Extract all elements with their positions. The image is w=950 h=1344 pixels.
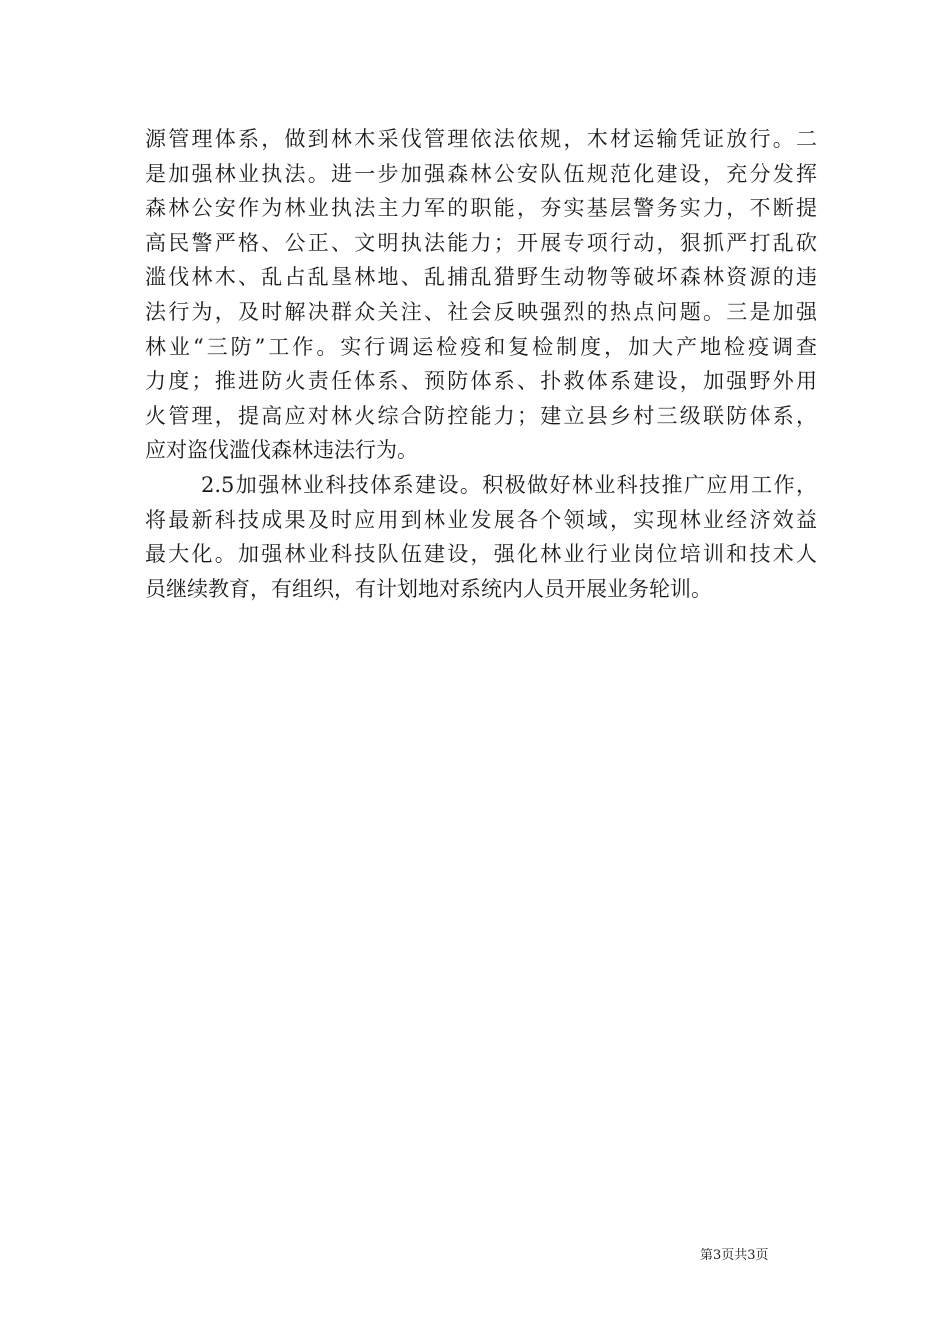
text-line: 力度；推进防火责任体系、预防体系、扑救体系建设，加强野外用 bbox=[145, 369, 817, 394]
paragraph-2 bbox=[145, 468, 817, 606]
paragraph-1 bbox=[145, 122, 817, 468]
text-line: 员继续教育，有组织，有计划地对系统内人员开展业务轮训。 bbox=[145, 576, 712, 601]
text-line: 高民警严格、公正、文明执法能力；开展专项行动，狠抓严打乱砍 bbox=[145, 230, 817, 255]
text-line: 最大化。加强林业科技队伍建设，强化林业行业岗位培训和技术人 bbox=[145, 542, 817, 567]
document-body bbox=[145, 122, 817, 606]
text-line: 法行为，及时解决群众关注、社会反映强烈的热点问题。三是加强 bbox=[145, 299, 817, 324]
text-line: 火管理，提高应对林火综合防控能力；建立县乡村三级联防体系， bbox=[145, 403, 817, 428]
text-line: 源管理体系，做到林木采伐管理依法依规，木材运输凭证放行。二 bbox=[145, 127, 817, 151]
text-line: 2.5加强林业科技体系建设。积极做好林业科技推广应用工作， bbox=[201, 472, 817, 497]
text-line: 森林公安作为林业执法主力军的职能，夯实基层警务实力，不断提 bbox=[145, 196, 817, 221]
text-line: 应对盗伐滥伐森林违法行为。 bbox=[145, 438, 418, 463]
text-line: 是加强林业执法。进一步加强森林公安队伍规范化建设，充分发挥 bbox=[145, 161, 817, 186]
text-line: 滥伐林木、乱占乱垦林地、乱捕乱猎野生动物等破坏森林资源的违 bbox=[145, 265, 817, 290]
page-number: 第3页共3页 bbox=[700, 1248, 769, 1263]
text-line: 将最新科技成果及时应用到林业发展各个领域，实现林业经济效益 bbox=[145, 507, 817, 532]
text-line: 林业“三防”工作。实行调运检疫和复检制度，加大产地检疫调查 bbox=[145, 334, 817, 359]
